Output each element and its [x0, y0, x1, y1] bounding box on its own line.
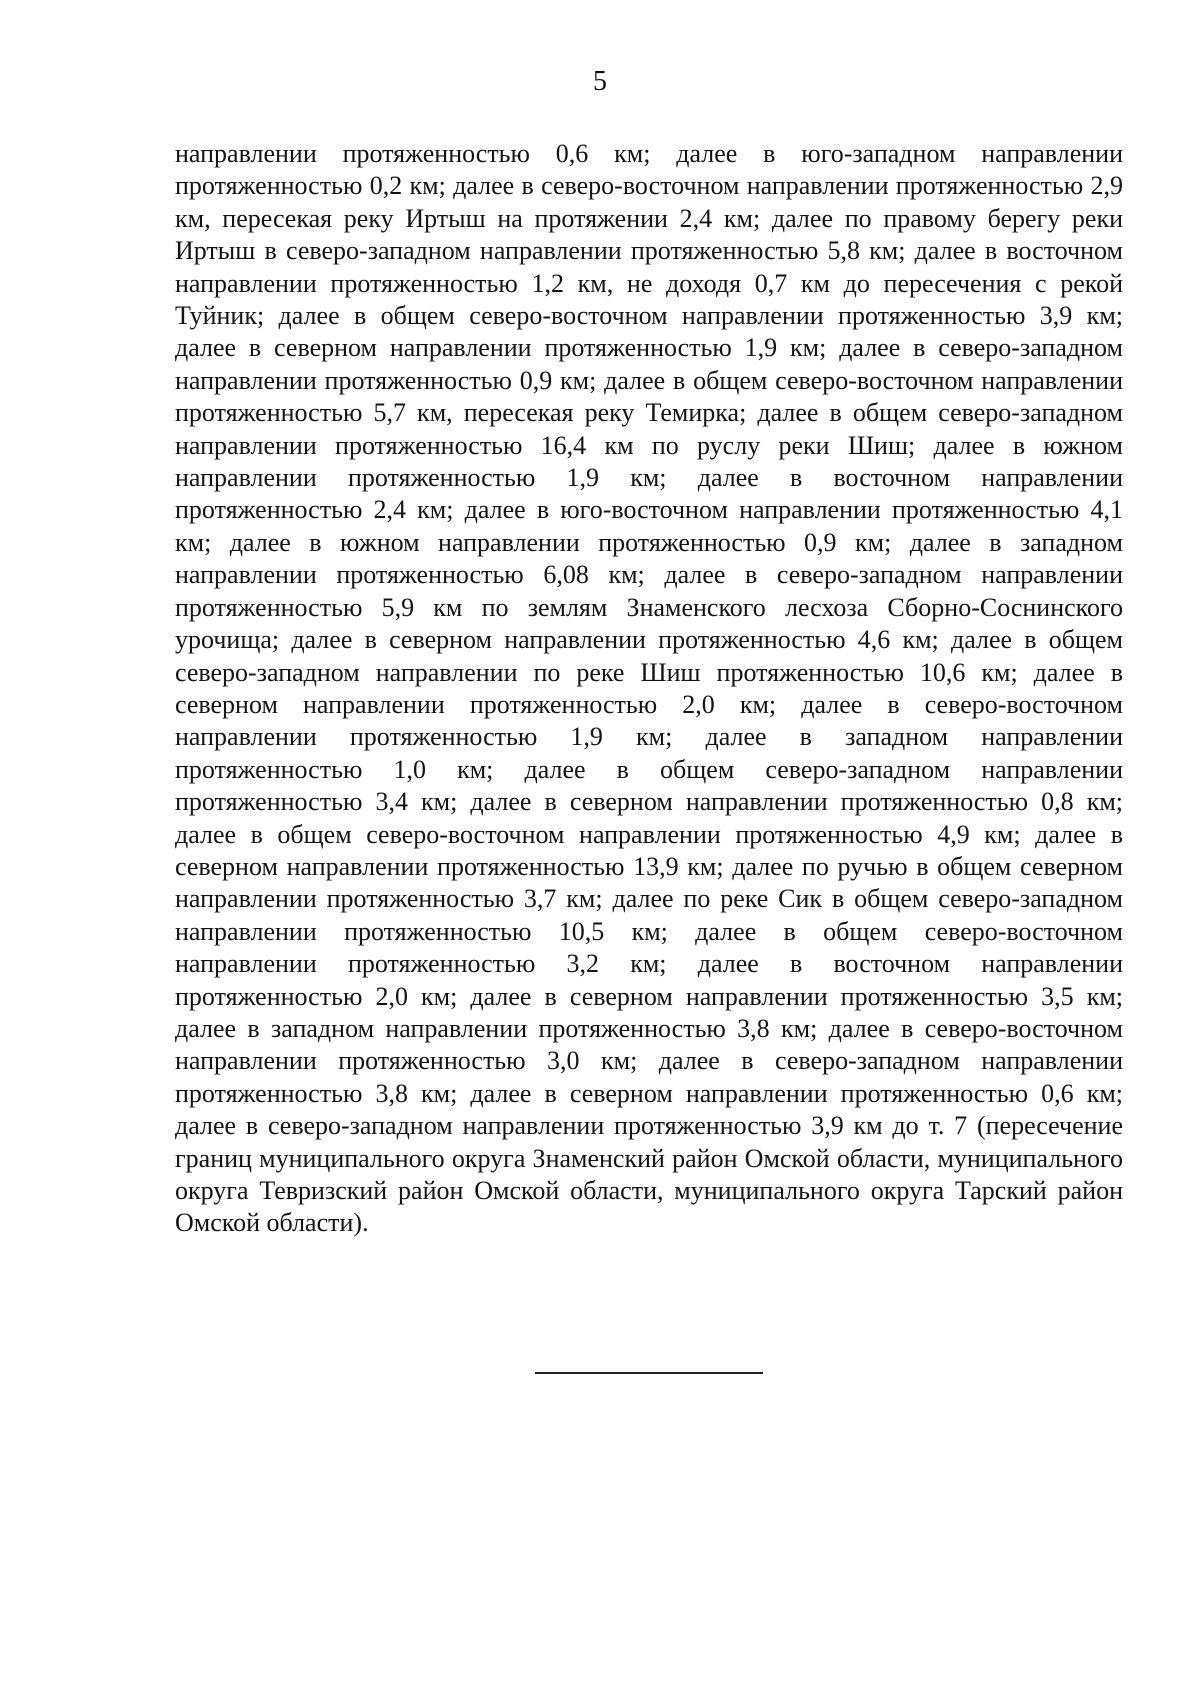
end-divider-line [535, 1372, 763, 1374]
body-paragraph: направлении протяженностью 0,6 км; далее в юго-западном направлении протяженностью 0,2 км; далее в северо-восточном направлении протяженностью 2,9 км, пересекая реку Иртыш на протяжении 2,4 км; далее по правому берегу реки Иртыш в северо-западном направлении протяженностью 5,8 км; далее в восточном направлении протяженностью 1,2 км, не доходя 0,7 км до пересечения с рекой Туйник; далее в общем северо-восточном направлении протяженностью 3,9 км; далее в северном направлении протяженностью 1,9 км; далее в северо-западном направлении протяженностью 0,9 км; далее в общем северо-восточном направлении протяженностью 5,7 км, пересекая реку Темирка; далее в общем северо-западном направлении протяженностью 16,4 км по руслу реки Шиш; далее в южном направлении протяженностью 1,9 км; далее в восточном направлении протяженностью 2,4 км; далее в юго-восточном направлении протяженностью 4,1 км; далее в южном направлении протяженностью 0,9 км; далее в западном направлении протяженностью 6,08 км; далее в северо-западном направлении протяженностью 5,9 км по землям Знаменского лесхоза Сборно-Соснинского урочища; далее в северном направлении протяженностью 4,6 км; далее в общем северо-западном направлении по реке Шиш протяженностью 10,6 км; далее в северном направлении протяженностью 2,0 км; далее в северо-восточном направлении протяженностью 1,9 км; далее в западном направлении протяженностью 1,0 км; далее в общем северо-западном направлении протяженностью 3,4 км; далее в северном направлении протяженностью 0,8 км; далее в общем северо-восточном направлении протяженностью 4,9 км; далее в северном направлении протяженностью 13,9 км; далее по ручью в общем северном направлении протяженностью 3,7 км; далее по реке Сик в общем северо-западном направлении протяженностью 10,5 км; далее в общем северо-восточном направлении протяженностью 3,2 км; далее в восточном направлении протяженностью 2,0 км; далее в северном направлении протяженностью 3,5 км; далее в западном направлении протяженностью 3,8 км; далее в северо-восточном направлении протяженностью 3,0 км; далее в северо-западном направлении протяженностью 3,8 км; далее в северном направлении протяженностью 0,6 км; далее в северо-западном направлении протяженностью 3,9 км до т. 7 (пересечение границ муниципального округа Знаменский район Омской области, муниципального округа Тевризский район Омской области, муниципального округа Тарский район Омской области). [175, 139, 1123, 1238]
page-number: 5 [593, 66, 607, 97]
